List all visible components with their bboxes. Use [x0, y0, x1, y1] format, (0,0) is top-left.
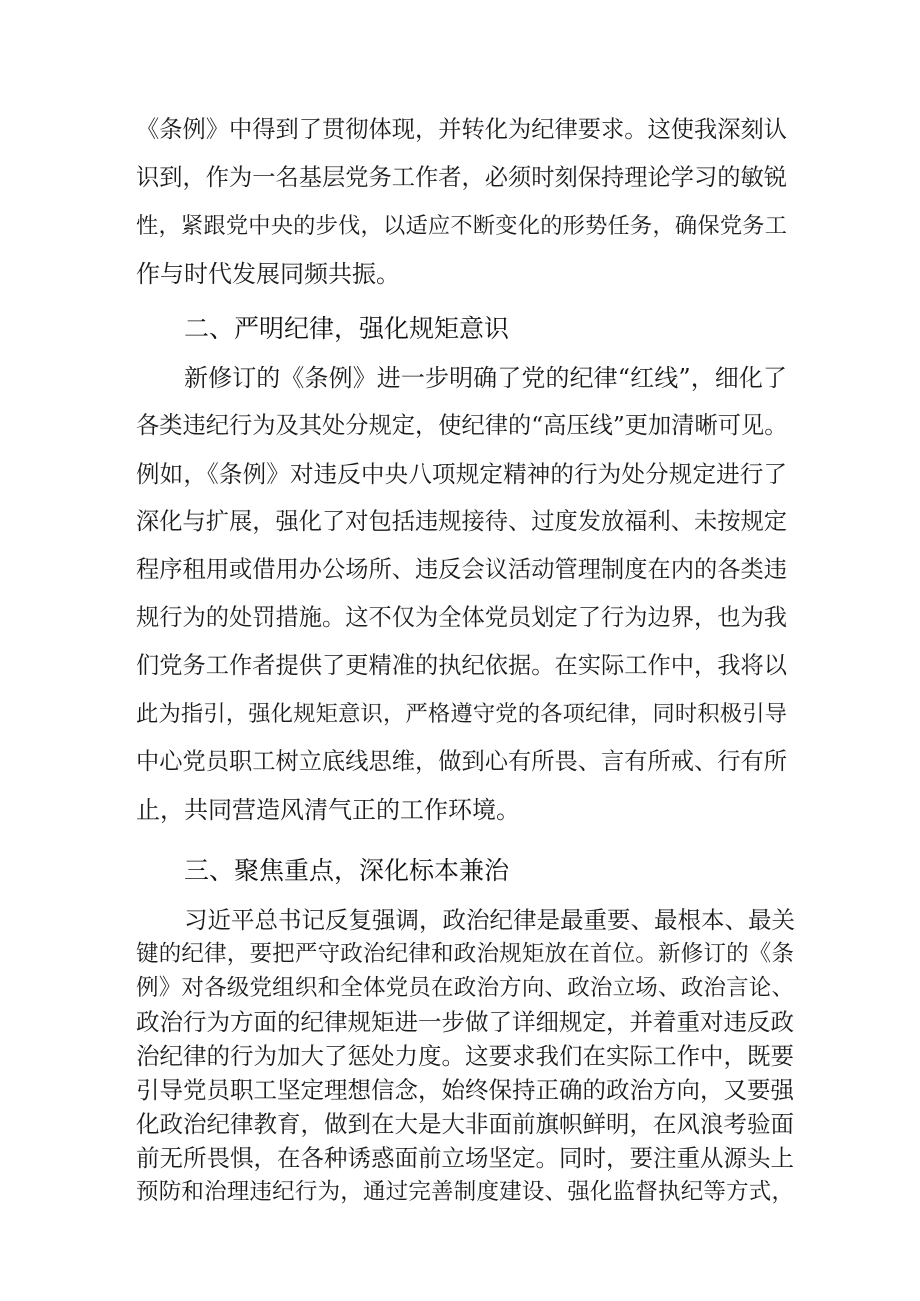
- text-line: 例如，《条例》对违反中央八项规定精神的行为处分规定进行了: [136, 460, 787, 488]
- text-line: 作与时代发展同频共振。: [136, 260, 400, 288]
- section-heading: 二、严明纪律，强化规矩意识: [184, 314, 510, 343]
- text-line: 治纪律的行为加大了惩处力度。这要求我们在实际工作中，既要: [136, 1042, 794, 1070]
- section-heading: 三、聚焦重点，深化标本兼治: [184, 856, 510, 885]
- text-line: 们党务工作者提供了更精准的执纪依据。在实际工作中，我将以: [136, 652, 788, 679]
- text-line: 新修订的《条例》进一步明确了党的纪律“红线”，细化了: [184, 364, 787, 392]
- text-line: 预防和治理违纪行为，通过完善制度建设、强化监督执纪等方式，: [136, 1179, 794, 1205]
- text-line: 深化与扩展，强化了对包括违规接待、过度发放福利、未按规定: [136, 508, 788, 535]
- text-line: 识到，作为一名基层党务工作者，必须时刻保持理论学习的敏锐: [136, 164, 788, 191]
- text-line: 《条例》中得到了贯彻体现，并转化为纪律要求。这使我深刻认: [136, 116, 788, 143]
- text-line: 中心党员职工树立底线思维，做到心有所畏、言有所戒、行有所: [136, 748, 788, 775]
- text-line: 例》对各级党组织和全体党员在政治方向、政治立场、政治言论、: [136, 975, 794, 1001]
- text-line: 化政治纪律教育，做到在大是大非面前旗帜鲜明，在风浪考验面: [136, 1110, 794, 1138]
- text-line: 键的纪律，要把严守政治纪律和政治规矩放在首位。新修订的《条: [136, 941, 794, 967]
- text-line: 引导党员职工坚定理想信念，始终保持正确的政治方向，又要强: [136, 1076, 794, 1104]
- text-line: 习近平总书记反复强调，政治纪律是最重要、最根本、最关: [184, 906, 795, 934]
- text-line: 规行为的处罚措施。这不仅为全体党员划定了行为边界，也为我: [136, 604, 788, 631]
- text-line: 政治行为方面的纪律规矩进一步做了详细规定，并着重对违反政: [136, 1008, 794, 1036]
- text-line: 前无所畏惧，在各种诱惑面前立场坚定。同时，要注重从源头上: [136, 1144, 794, 1172]
- text-line: 性，紧跟党中央的步伐，以适应不断变化的形势任务，确保党务工: [136, 213, 787, 239]
- text-line: 止，共同营造风清气正的工作环境。: [136, 796, 520, 824]
- text-line: 此为指引，强化规矩意识，严格遵守党的各项纪律，同时积极引导: [136, 701, 787, 727]
- text-line: 各类违纪行为及其处分规定，使纪律的“高压线”更加清晰可见。: [136, 412, 788, 439]
- text-line: 程序租用或借用办公场所、违反会议活动管理制度在内的各类违: [136, 556, 788, 583]
